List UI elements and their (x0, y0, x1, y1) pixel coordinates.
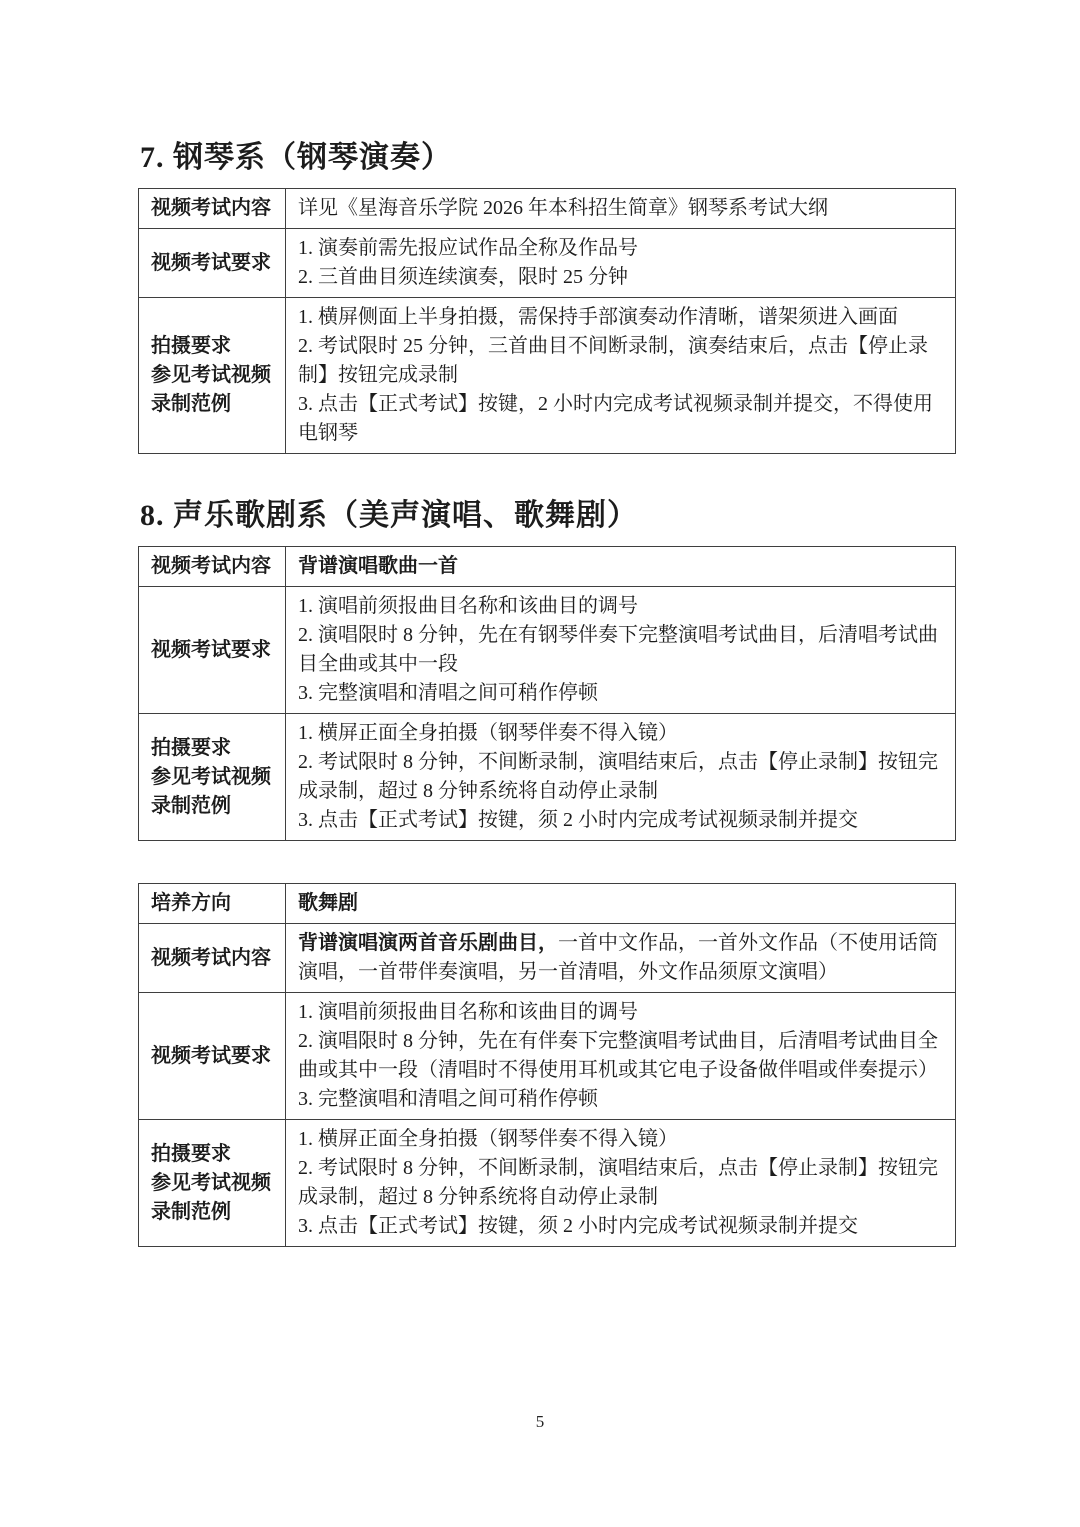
row-content (286, 229, 956, 298)
label-line: 视频考试要求 (151, 251, 271, 274)
content-line: 背谱演唱歌曲一首 (298, 555, 458, 577)
row-label (139, 189, 286, 229)
row-content (286, 924, 956, 993)
row-label (139, 884, 286, 924)
row-label (139, 229, 286, 298)
label-line: 录制范例 (151, 794, 231, 817)
section-7-title: 7. 钢琴系（钢琴演奏） (140, 141, 452, 174)
page-content (138, 0, 956, 1247)
content-line: 1. 横屏侧面上半身拍摄，需保持手部演奏动作清晰，谱架须进入画面 (298, 306, 898, 328)
content-line: 3. 完整演唱和清唱之间可稍作停顿 (298, 1088, 598, 1110)
row-content (286, 714, 956, 841)
content-bold-lead: 背谱演唱演两首音乐剧曲目， (298, 932, 558, 954)
piano-exam-table (138, 188, 956, 454)
content-line: 2. 演唱限时 8 分钟，先在有伴奏下完整演唱考试曲目，后清唱考试曲目全曲或其中一段（清唱时不得使用耳机或其它电子设备做伴唱或伴奏提示） (298, 1030, 938, 1081)
table-row (139, 229, 956, 298)
label-line: 视频考试内容 (151, 197, 271, 219)
label-line: 拍摄要求 (151, 335, 231, 357)
content-line: 1. 演唱前须报曲目名称和该曲目的调号 (298, 595, 638, 617)
label-line: 拍摄要求 (151, 736, 231, 759)
table-row (139, 924, 956, 993)
label-line: 录制范例 (151, 1200, 231, 1223)
vocal-opera-exam-table (138, 546, 956, 841)
content-line: 3. 点击【正式考试】按键，须 2 小时内完成考试视频录制并提交 (298, 1215, 858, 1237)
musical-theatre-exam-table (138, 883, 956, 1247)
content-line: 2. 考试限时 8 分钟，不间断录制，演唱结束后，点击【停止录制】按钮完成录制，超过 8 分钟系统将自动停止录制 (298, 751, 938, 802)
row-label (139, 547, 286, 587)
section-8-title: 8. 声乐歌剧系（美声演唱、歌舞剧） (140, 499, 638, 532)
content-line: 3. 完整演唱和清唱之间可稍作停顿 (298, 682, 598, 704)
row-content (286, 884, 956, 924)
table-row (139, 587, 956, 714)
row-label (139, 993, 286, 1120)
table-row (139, 189, 956, 229)
row-content (286, 189, 956, 229)
row-content (286, 587, 956, 714)
table-row (139, 1120, 956, 1247)
label-line: 拍摄要求 (151, 1142, 231, 1165)
table-row (139, 884, 956, 924)
content-line: 2. 考试限时 25 分钟，三首曲目不间断录制，演奏结束后，点击【停止录制】按钮完成录制 (298, 335, 928, 386)
row-label (139, 1120, 286, 1247)
content-line: 1. 演奏前需先报应试作品全称及作品号 (298, 237, 638, 259)
row-content (286, 1120, 956, 1247)
content-line: 详见《星海音乐学院 2026 年本科招生简章》钢琴系考试大纲 (298, 197, 828, 219)
page-number: 5 (535, 1412, 545, 1431)
content-line: 1. 横屏正面全身拍摄（钢琴伴奏不得入镜） (298, 722, 678, 744)
table-row (139, 714, 956, 841)
label-line: 培养方向 (151, 892, 231, 914)
content-line: 2. 三首曲目须连续演奏，限时 25 分钟 (298, 266, 628, 288)
content-line (298, 929, 943, 987)
content-line: 3. 点击【正式考试】按键，2 小时内完成考试视频录制并提交，不得使用电钢琴 (298, 393, 933, 444)
label-line: 参见考试视频 (151, 364, 271, 386)
row-label (139, 298, 286, 454)
table-row (139, 298, 956, 454)
label-line: 参见考试视频 (151, 765, 271, 788)
label-line: 视频考试要求 (151, 638, 271, 661)
row-label (139, 587, 286, 714)
label-line: 参见考试视频 (151, 1171, 271, 1194)
content-line: 2. 考试限时 8 分钟，不间断录制，演唱结束后，点击【停止录制】按钮完成录制，超过 8 分钟系统将自动停止录制 (298, 1157, 938, 1208)
table-row (139, 547, 956, 587)
content-rest: 一首中文作品，一首外文作品（不使用话筒演唱，一首带伴奏演唱，另一首清唱，外文作品须原文演唱） (298, 932, 938, 983)
row-content (286, 298, 956, 454)
content-line: 歌舞剧 (298, 892, 358, 914)
content-line: 1. 横屏正面全身拍摄（钢琴伴奏不得入镜） (298, 1128, 678, 1150)
table-row (139, 993, 956, 1120)
label-line: 录制范例 (151, 393, 231, 415)
row-label (139, 924, 286, 993)
label-line: 视频考试要求 (151, 1044, 271, 1067)
row-content (286, 547, 956, 587)
content-line: 3. 点击【正式考试】按键，须 2 小时内完成考试视频录制并提交 (298, 809, 858, 831)
label-line: 视频考试内容 (151, 946, 271, 969)
row-label (139, 714, 286, 841)
row-content (286, 993, 956, 1120)
content-line: 1. 演唱前须报曲目名称和该曲目的调号 (298, 1001, 638, 1023)
label-line: 视频考试内容 (151, 555, 271, 577)
content-line: 2. 演唱限时 8 分钟，先在有钢琴伴奏下完整演唱考试曲目，后清唱考试曲目全曲或其中一段 (298, 624, 938, 675)
